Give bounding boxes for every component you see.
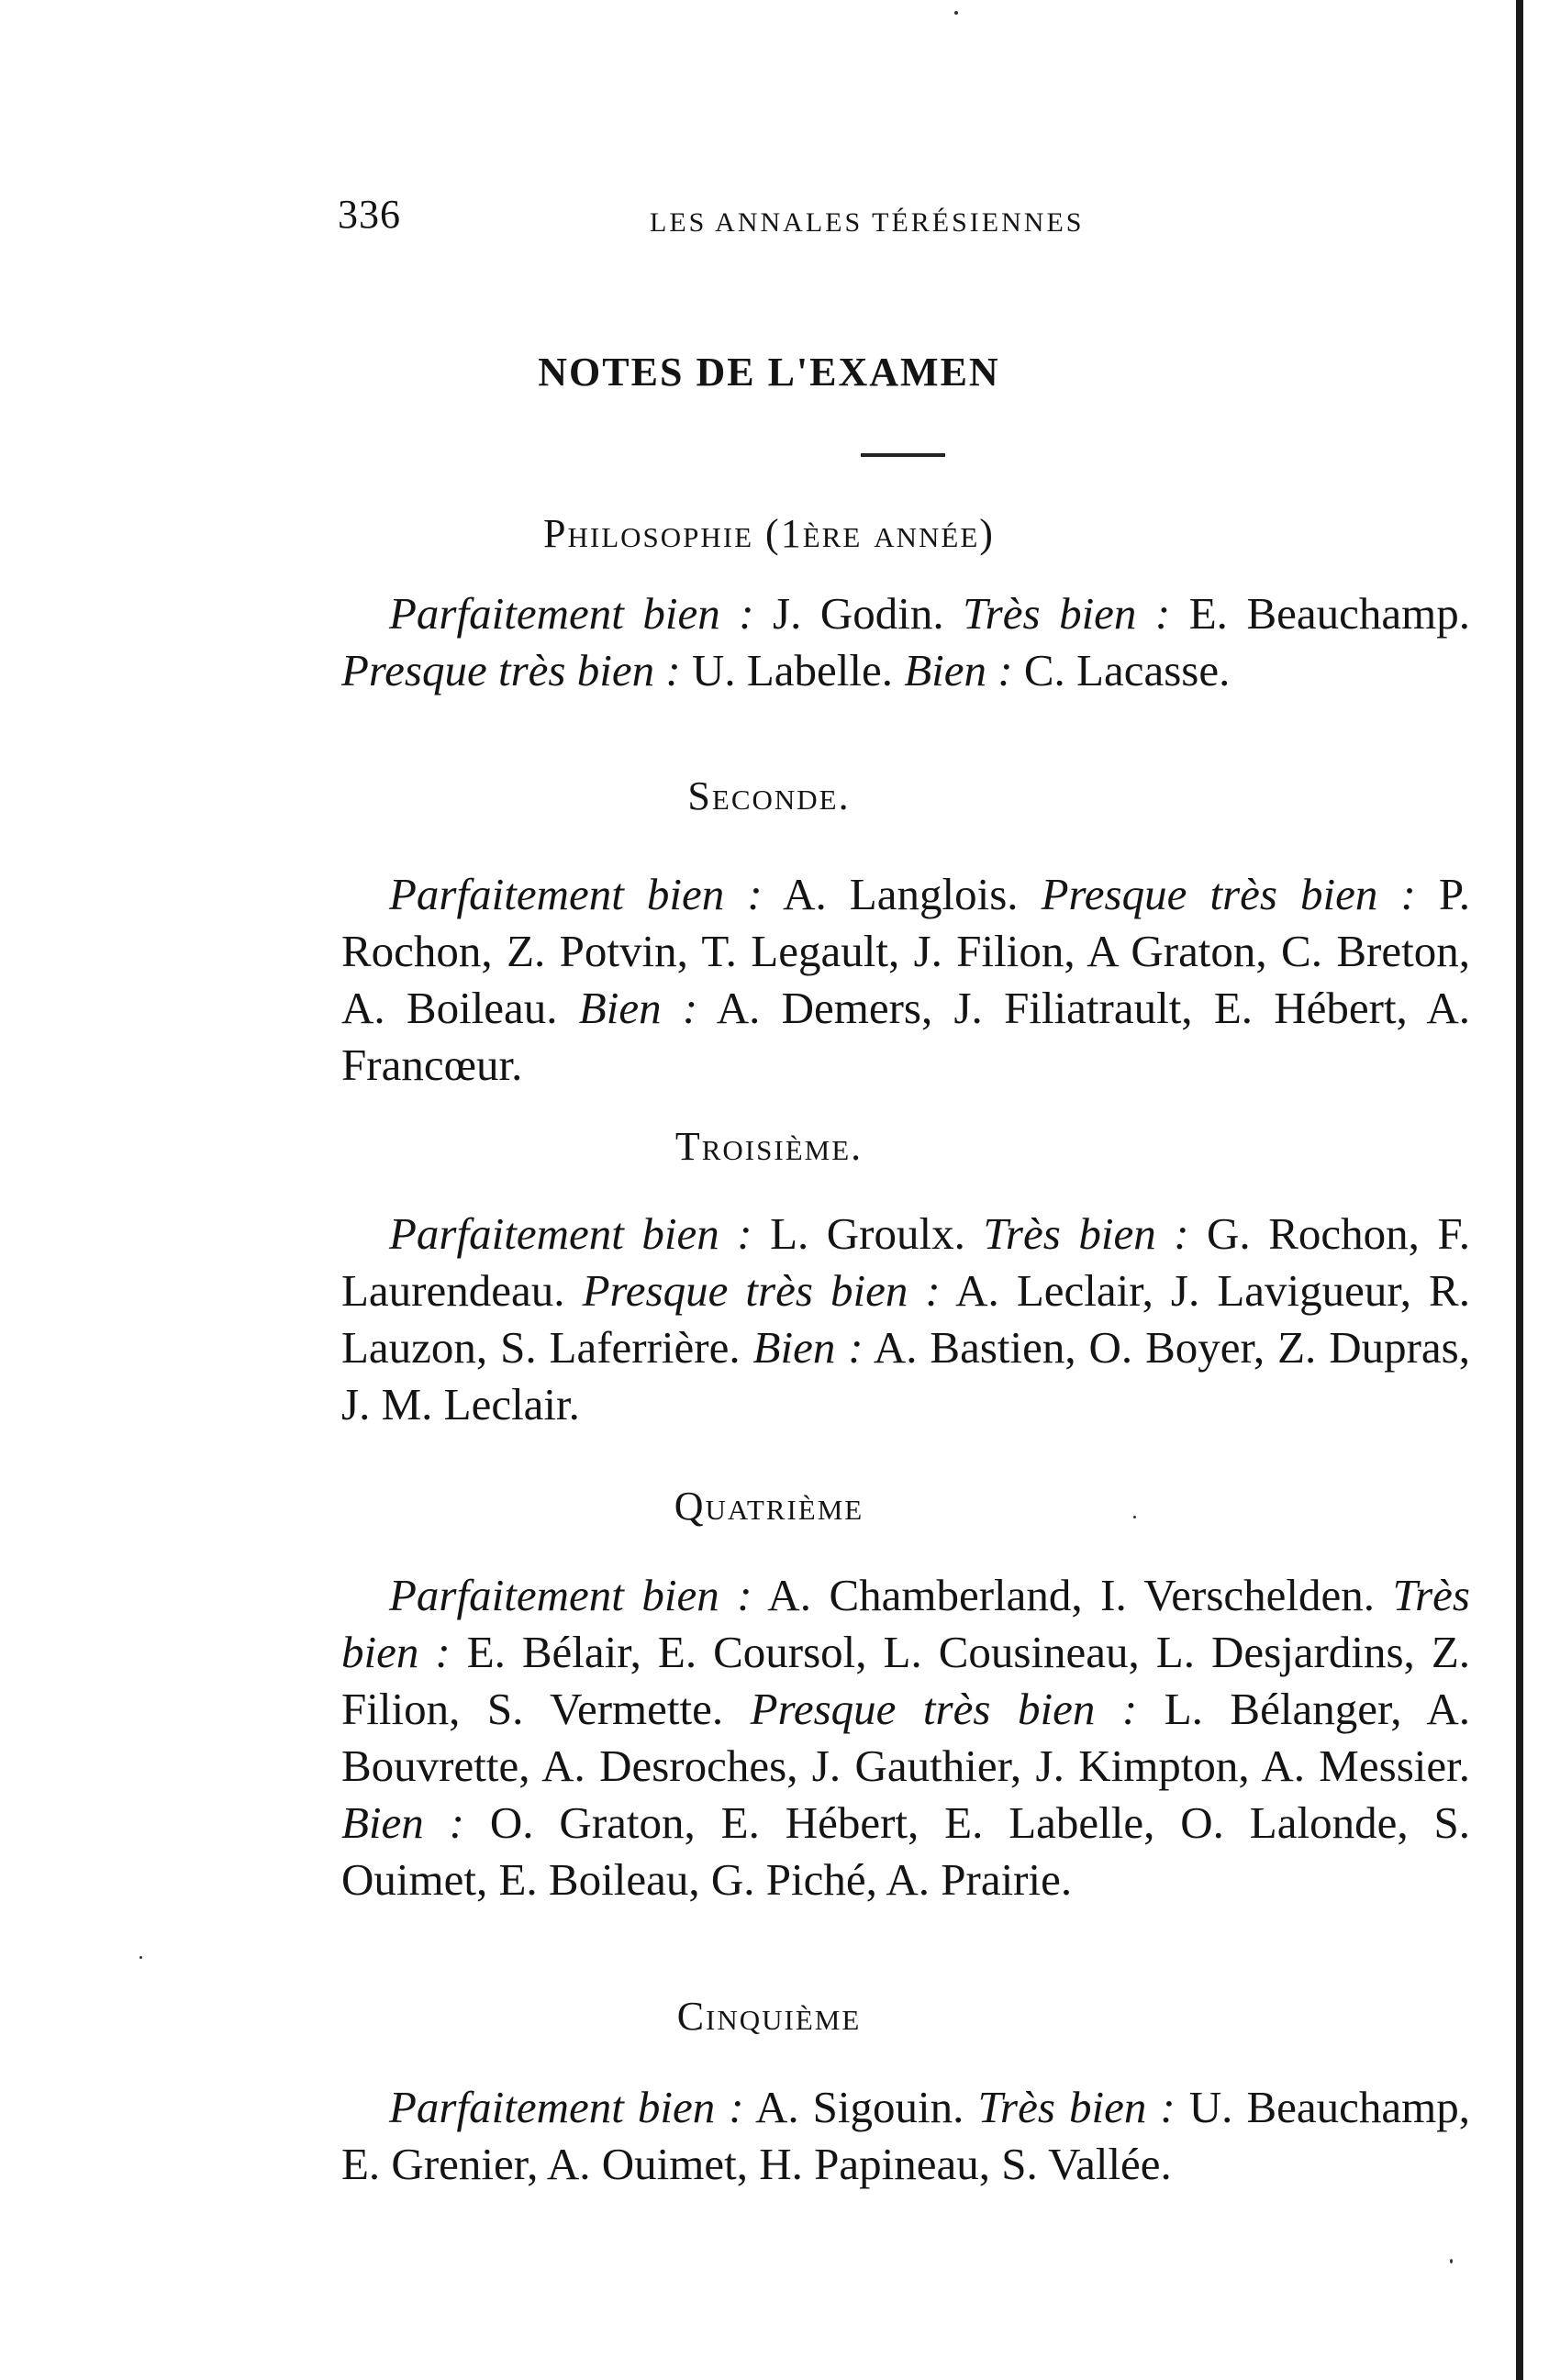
grade-label: Bien : bbox=[752, 1322, 864, 1373]
section-heading-philosophie: Philosophie (1ère année) bbox=[543, 511, 995, 556]
section-text-philosophie bbox=[341, 585, 1470, 699]
student-names: A. Sigouin. bbox=[743, 2082, 978, 2132]
section-text-seconde bbox=[341, 866, 1470, 1094]
page-header bbox=[338, 191, 1200, 246]
student-names: G. Rochon, F. Laurendeau. bbox=[341, 1208, 1470, 1316]
student-names: A. Chamberland, I. Verschelden. bbox=[752, 1570, 1393, 1620]
title-divider bbox=[861, 453, 945, 457]
page-title: NOTES DE L'EXAMEN bbox=[538, 350, 1000, 395]
grade-label: Parfaitement bien : bbox=[389, 588, 754, 639]
student-names: L. Bélanger, A. Bouvrette, A. Desroches, J. Gauthier, J. Kimpton, A. Messier. bbox=[341, 1684, 1471, 1791]
student-names: E. Beauchamp. bbox=[1170, 588, 1470, 639]
print-speck bbox=[1450, 2259, 1453, 2263]
student-names: A. Leclair, J. Lavigueur, R. Lauzon, S. Laferrière. bbox=[341, 1265, 1470, 1373]
student-names: U. Labelle. bbox=[680, 645, 905, 695]
print-speck bbox=[1133, 1516, 1136, 1518]
student-names: J. Godin. bbox=[753, 588, 964, 639]
section-text-troisieme bbox=[341, 1206, 1470, 1433]
page-edge-shadow bbox=[1516, 0, 1523, 2380]
student-names: P. Rochon, Z. Potvin, T. Legault, J. Filion, A Graton, C. Breton, A. Boileau. bbox=[341, 869, 1470, 1033]
grade-label: Parfaitement bien : bbox=[389, 1208, 752, 1259]
grade-label: Parfaitement bien : bbox=[389, 869, 763, 919]
grade-label: Presque très bien : bbox=[1041, 869, 1416, 919]
section-heading-cinquieme: Cinquième bbox=[676, 1994, 862, 2039]
student-names: A. Bastien, O. Boyer, Z. Dupras, J. M. Leclair. bbox=[341, 1322, 1470, 1429]
grade-label: Parfaitement bien : bbox=[389, 1570, 752, 1620]
print-speck bbox=[954, 11, 958, 15]
student-names: E. Bélair, E. Coursol, L. Cousineau, L. Desjardins, Z. Filion, S. Vermette. bbox=[341, 1627, 1470, 1734]
section-text-cinquieme bbox=[341, 2079, 1470, 2193]
running-title: LES ANNALES TÉRÉSIENNES bbox=[650, 207, 1085, 238]
grade-label: Presque très bien : bbox=[750, 1684, 1138, 1734]
student-names: A. Demers, J. Filiatrault, E. Hébert, A. Francœur. bbox=[341, 983, 1470, 1090]
grade-label: Presque très bien : bbox=[341, 645, 681, 695]
student-names: U. Beauchamp, E. Grenier, A. Ouimet, H. Papineau, S. Vallée. bbox=[341, 2082, 1470, 2189]
section-heading-troisieme: Troisième. bbox=[674, 1124, 864, 1169]
print-speck bbox=[139, 1956, 142, 1959]
student-names: A. Langlois. bbox=[762, 869, 1042, 919]
grade-label: Presque très bien : bbox=[582, 1265, 941, 1316]
grade-label: Très bien : bbox=[341, 1570, 1470, 1677]
grade-label: Bien : bbox=[578, 983, 698, 1033]
grade-label: Très bien : bbox=[963, 588, 1171, 639]
student-names: C. Lacasse. bbox=[1012, 645, 1231, 695]
grade-label: Bien : bbox=[904, 645, 1013, 695]
grade-label: Très bien : bbox=[977, 2082, 1176, 2132]
section-text-quatrieme bbox=[341, 1567, 1470, 1908]
student-names: O. Graton, E. Hébert, E. Labelle, O. Lalonde, S. Ouimet, E. Boileau, G. Piché, A. Prairie. bbox=[341, 1797, 1470, 1905]
grade-label: Bien : bbox=[341, 1797, 465, 1848]
section-heading-seconde: Seconde. bbox=[687, 773, 851, 818]
section-heading-quatrieme: Quatrième bbox=[674, 1484, 864, 1529]
grade-label: Très bien : bbox=[983, 1208, 1189, 1259]
grade-label: Parfaitement bien : bbox=[389, 2082, 744, 2132]
student-names: L. Groulx. bbox=[752, 1208, 984, 1259]
page-number: 336 bbox=[338, 192, 401, 237]
